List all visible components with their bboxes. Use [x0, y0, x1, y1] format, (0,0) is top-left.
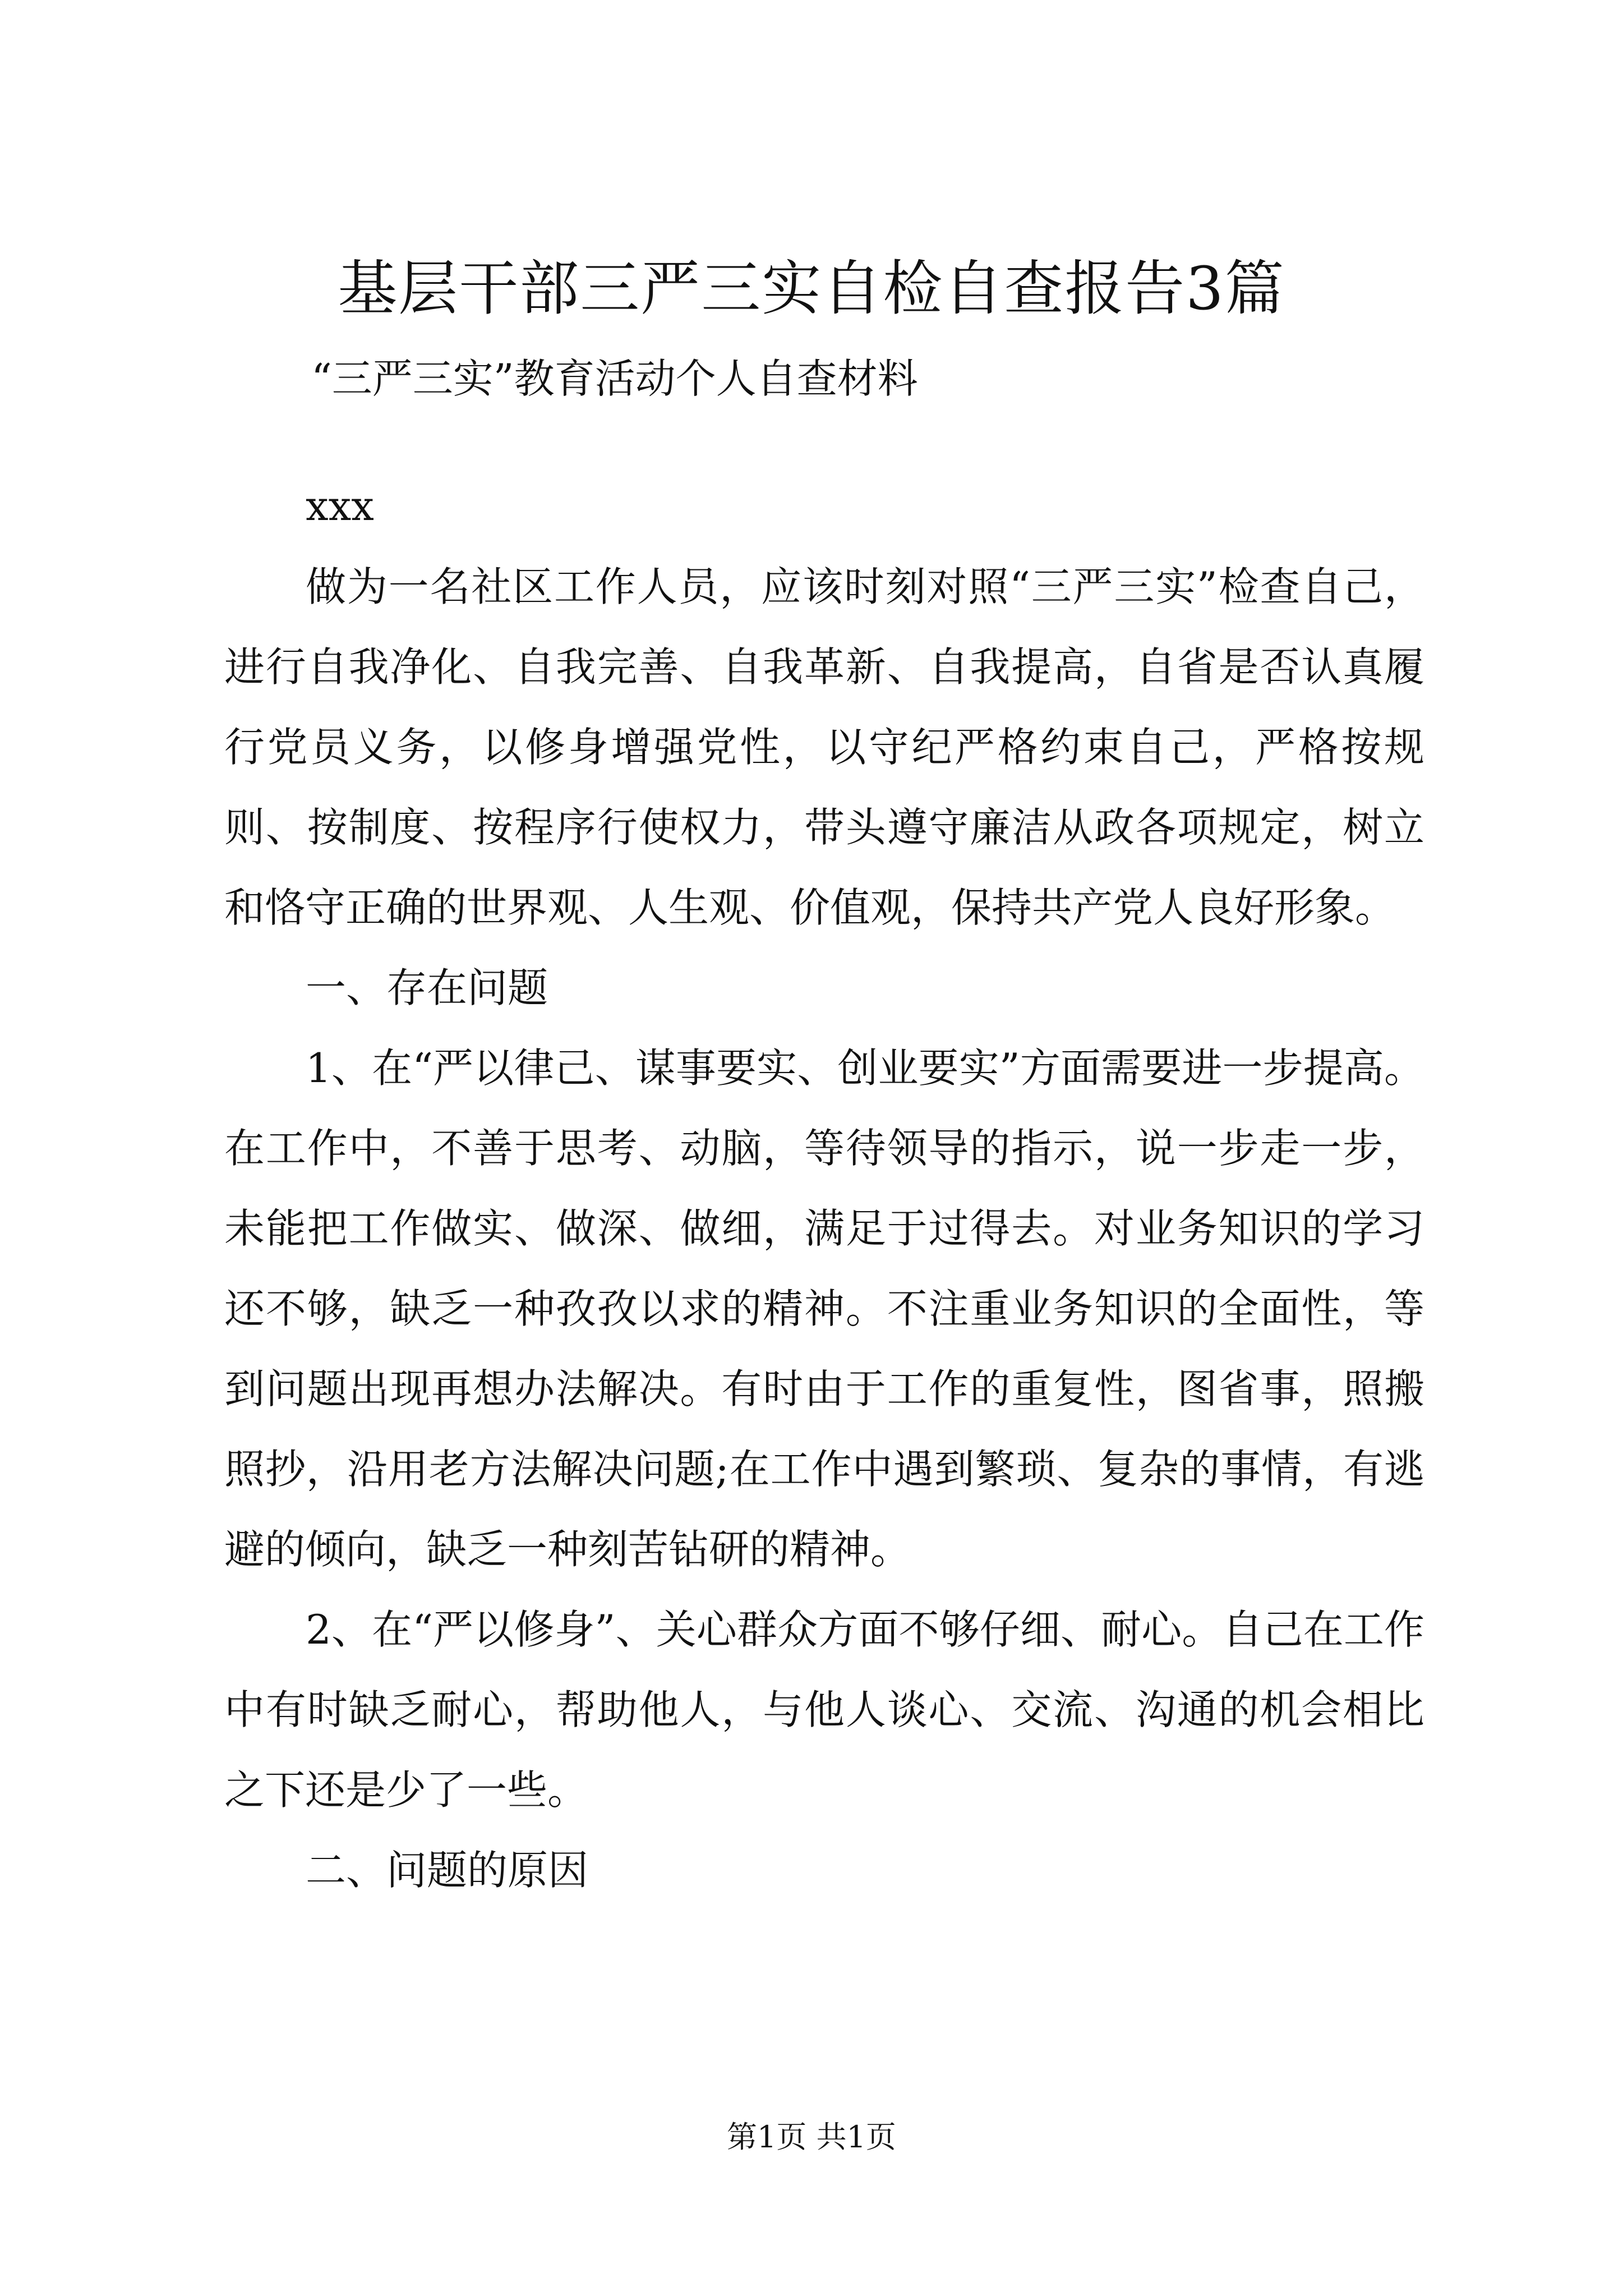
page-number-footer: 第1页 共1页: [727, 2119, 896, 2155]
section-heading-problems: 一、存在问题: [306, 964, 548, 1011]
document-title: 基层干部三严三实自检自查报告3篇: [338, 254, 1285, 323]
author-name: xxx: [306, 482, 374, 530]
document-body: [224, 547, 1424, 1911]
document-subtitle: “三严三实”教育活动个人自查材料: [311, 355, 918, 402]
intro-paragraph: 做为一名社区工作人员，应该时刻对照“三严三实”检查自己，进行自我净化、自我完善、自我革新、自我提高，自省是否认真履行党员义务，以修身增强党性，以守纪严格约束自己，严格按规则、按制度、按程序行使权力，带头遵守廉洁从政各项规定，树立和恪守正确的世界观、人生观、价值观，保持共产党人良好形象。: [224, 563, 1424, 931]
section-heading-causes: 二、问题的原因: [306, 1847, 589, 1894]
problem-item-1: 1、在“严以律己、谋事要实、创业要实”方面需要进一步提高。在工作中，不善于思考、动脑，等待领导的指示，说一步走一步，未能把工作做实、做深、做细，满足于过得去。对业务知识的学习还不够，缺乏一种孜孜以求的精神。不注重业务知识的全面性，等到问题出现再想办法解决。有时由于工作的重复性，图省事，照搬照抄，沿用老方法解决问题;在工作中遇到繁琐、复杂的事情，有逃避的倾向，缺乏一种刻苦钻研的精神。: [224, 1045, 1424, 1573]
problem-item-2: 2、在“严以修身”、关心群众方面不够仔细、耐心。自己在工作中有时缺乏耐心，帮助他人，与他人谈心、交流、沟通的机会相比之下还是少了一些。: [224, 1606, 1424, 1814]
